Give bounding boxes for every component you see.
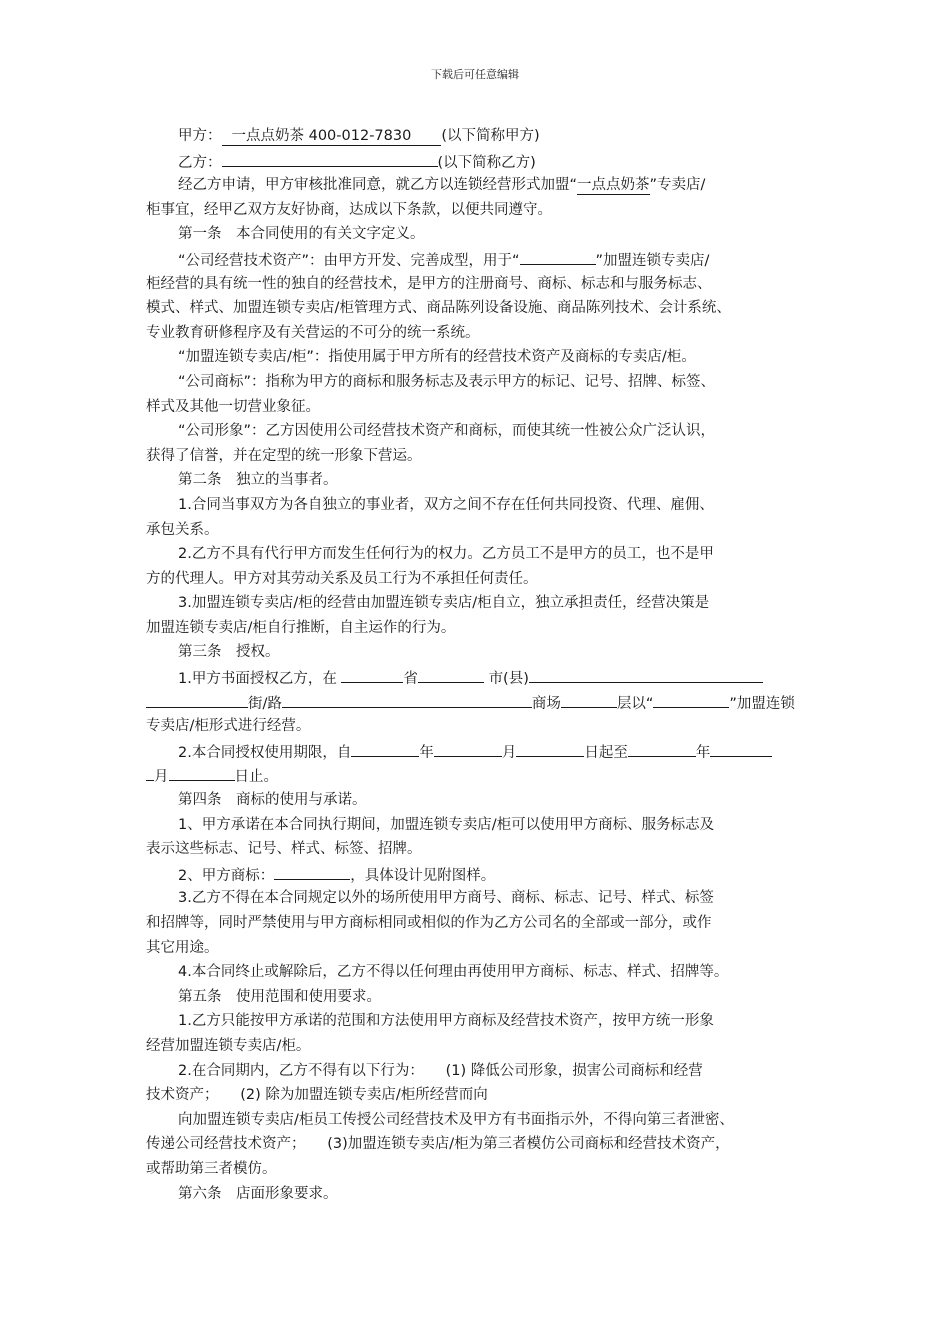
clause-line: 3.乙方不得在本合同规定以外的场所使用甲方商号、商标、标志、记号、样式、标签 xyxy=(178,890,714,907)
clause-text: 年 xyxy=(695,744,711,761)
end-month-blank-b[interactable] xyxy=(146,763,154,781)
party-b-line xyxy=(146,149,814,174)
clause-line: 2.在合同期内，乙方不得有以下行为： (1) 降低公司形象，损害公司商标和经营 xyxy=(178,1062,703,1079)
article-4-title: 第四条 商标的使用与承诺。 xyxy=(178,792,367,809)
clause-line: 或帮助第三者模仿。 xyxy=(146,1160,277,1177)
party-a-name: 一点点奶茶 400-012-7830 xyxy=(222,128,442,146)
article-6-title: 第六条 店面形象要求。 xyxy=(178,1185,338,1202)
street-blank-a[interactable] xyxy=(146,690,248,708)
party-a-label: 甲方： xyxy=(178,128,222,144)
clause-text: 日起至 xyxy=(584,744,628,761)
clause-text: 市(县) xyxy=(488,671,529,688)
end-year-blank[interactable] xyxy=(628,739,696,757)
clause-text: 月 xyxy=(154,769,169,786)
clause-line: 加盟连锁专卖店/柜自行推断，自主运作的行为。 xyxy=(146,619,456,636)
clause-text: 层以“ xyxy=(616,695,654,712)
clause-text: 月 xyxy=(501,744,517,761)
definition-line: “公司商标”：指称为甲方的商标和服务标志及表示甲方的标记、记号、招牌、标签、 xyxy=(178,373,716,390)
clause-line xyxy=(146,763,814,788)
definition-line: 专业教育研修程序及有关营运的不可分的统一系统。 xyxy=(146,324,480,341)
clause-text: 年 xyxy=(419,744,434,761)
definition-text: “公司经营技术资产”：由甲方开发、完善成型，用于“ xyxy=(178,252,520,269)
definition-line: 柜经营的具有统一性的独自的经营技术，是甲方的注册商号、商标、标志和与服务标志、 xyxy=(146,275,712,292)
article-2-title: 第二条 独立的当事者。 xyxy=(178,472,338,489)
clause-line: 传递公司经营技术资产； (3)加盟连锁专卖店/柜为第三者模仿公司商标和经营技术资产， xyxy=(146,1136,730,1153)
clause-text: 1.甲方书面授权乙方，在 xyxy=(178,671,337,688)
clause-line: 其它用途。 xyxy=(146,939,219,956)
party-b-name-blank[interactable] xyxy=(222,149,438,167)
clause-line: 1、甲方承诺在本合同执行期间，加盟连锁专卖店/柜可以使用甲方商标、服务标志及 xyxy=(178,816,715,833)
definition-line: 样式及其他一切营业象征。 xyxy=(146,398,320,415)
clause-line: 1.乙方只能按甲方承诺的范围和方法使用甲方商标及经营技术资产，按甲方统一形象 xyxy=(178,1013,714,1030)
contract-body xyxy=(146,124,814,1206)
page-header: 下载后可任意编辑 xyxy=(431,68,519,81)
clause-line: 技术资产； (2) 除为加盟连锁专卖店/柜所经营而向 xyxy=(146,1087,488,1104)
intro-text: 经乙方申请，甲方审核批准同意，就乙方以连锁经营形式加盟“ xyxy=(178,177,578,194)
definition-line: 获得了信誉，并在定型的统一形象下营运。 xyxy=(146,447,422,464)
party-a-line xyxy=(146,124,814,149)
definition-line xyxy=(146,247,814,272)
clause-line: 1.合同当事双方为各自独立的事业者，双方之间不存在任何共同投资、代理、雇佣、 xyxy=(178,496,714,513)
end-day-blank[interactable] xyxy=(169,763,235,781)
clause-text: 2.本合同授权使用期限，自 xyxy=(178,744,352,761)
clause-line xyxy=(146,862,814,887)
article-3-title: 第三条 授权。 xyxy=(178,644,280,661)
clause-text: 商场 xyxy=(531,695,561,712)
start-month-blank[interactable] xyxy=(434,739,502,757)
clause-line: 专卖店/柜形式进行经营。 xyxy=(146,718,311,735)
start-year-blank[interactable] xyxy=(351,739,419,757)
province-blank[interactable] xyxy=(341,665,403,683)
intro-line-1 xyxy=(146,173,814,198)
clause-text: 街/路 xyxy=(248,695,282,712)
brand-name: 一点点奶茶 xyxy=(577,177,650,194)
article-5-title: 第五条 使用范围和使用要求。 xyxy=(178,988,381,1005)
clause-text: 日止。 xyxy=(234,769,278,786)
clause-text: 2、甲方商标： xyxy=(178,867,275,884)
clause-line: 和招牌等，同时严禁使用与甲方商标相同或相似的作为乙方公司名的全部或一部分，或作 xyxy=(146,915,712,931)
clause-line: 承包关系。 xyxy=(146,521,219,538)
clause-text: ”加盟连锁 xyxy=(729,695,795,712)
trademark-blank[interactable] xyxy=(274,862,350,880)
clause-line xyxy=(146,739,814,764)
party-b-label: 乙方： xyxy=(178,154,222,171)
clause-line xyxy=(146,690,814,715)
definition-line: “加盟连锁专卖店/柜”：指使用属于甲方所有的经营技术资产及商标的专卖店/柜。 xyxy=(178,349,696,366)
article-1-title: 第一条 本合同使用的有关文字定义。 xyxy=(178,226,425,243)
clause-line: 3.加盟连锁专卖店/柜的经营由加盟连锁专卖店/柜自立，独立承担责任，经营决策是 xyxy=(178,595,710,612)
clause-line: 2.乙方不具有代行甲方而发生任何行为的权力。乙方员工不是甲方的员工，也不是甲 xyxy=(178,546,714,563)
clause-text: ，具体设计见附图样。 xyxy=(350,867,496,884)
intro-line-2: 柜事宜，经甲乙双方友好协商，达成以下条款，以便共同遵守。 xyxy=(146,201,552,218)
clause-line: 向加盟连锁专卖店/柜员工传授公司经营技术及甲方有书面指示外，不得向第三者泄密、 xyxy=(178,1111,734,1128)
clause-text: 省 xyxy=(403,671,418,688)
store-name-blank[interactable] xyxy=(653,690,729,708)
intro-text: ”专卖店/ xyxy=(649,177,706,194)
end-month-blank-a[interactable] xyxy=(710,739,772,757)
definition-line: “公司形象”：乙方因使用公司经营技术资产和商标，而使其统一性被公众广泛认识， xyxy=(178,423,716,440)
clause-line: 表示这些标志、记号、样式、标签、招牌。 xyxy=(146,841,422,858)
start-day-blank[interactable] xyxy=(516,739,584,757)
party-b-suffix: (以下简称乙方) xyxy=(437,154,536,171)
definition-line: 模式、样式、加盟连锁专卖店/柜管理方式、商品陈列设备设施、商品陈列技术、会计系统、 xyxy=(146,300,731,317)
definition-text: ”加盟连锁专卖店/ xyxy=(595,252,710,269)
city-blank-a[interactable] xyxy=(418,665,484,683)
clause-line: 方的代理人。甲方对其劳动关系及员工行为不承担任何责任。 xyxy=(146,570,538,587)
street-blank-b[interactable] xyxy=(282,690,532,708)
blank-field[interactable] xyxy=(520,247,596,265)
city-blank-b[interactable] xyxy=(529,665,763,683)
mall-blank[interactable] xyxy=(561,690,617,708)
party-a-suffix: (以下简称甲方) xyxy=(441,128,540,144)
clause-line: 4.本合同终止或解除后，乙方不得以任何理由再使用甲方商标、标志、样式、招牌等。 xyxy=(178,964,729,981)
clause-line: 经营加盟连锁专卖店/柜。 xyxy=(146,1037,311,1054)
clause-line xyxy=(146,665,814,690)
